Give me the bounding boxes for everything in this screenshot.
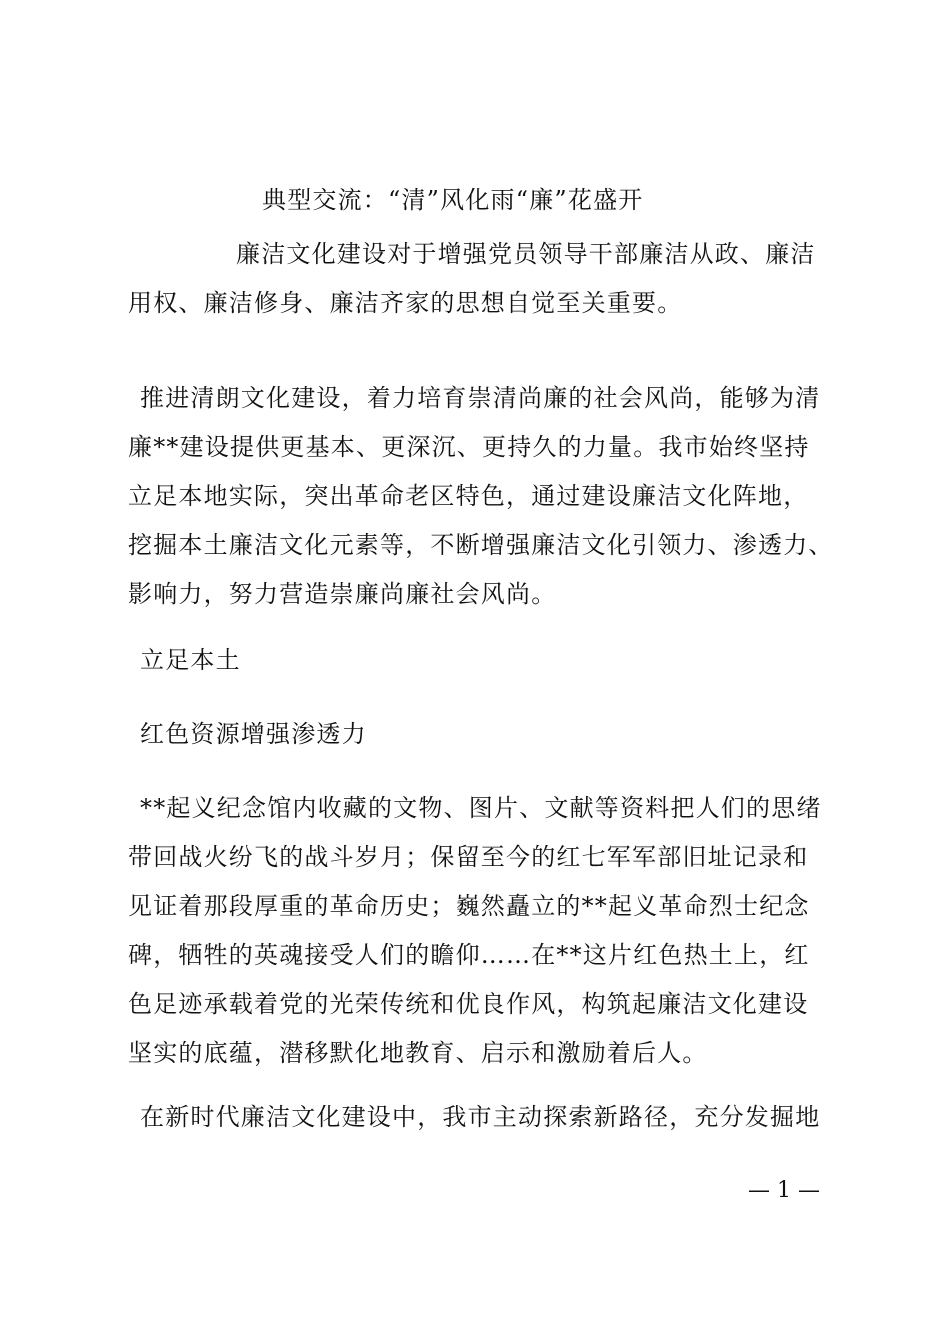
paragraph-1-line-5: 影响力，努力营造崇廉尚廉社会风尚。: [128, 580, 557, 608]
paragraph-2-line-6: 坚实的底蕴，潜移默化地教育、启示和激励着后人。: [128, 1039, 708, 1067]
document-title: 典型交流：“清”风化雨“廉”花盛开: [262, 186, 644, 214]
intro-line-1: 廉洁文化建设对于增强党员领导干部廉洁从政、廉洁: [236, 240, 816, 268]
paragraph-2-line-1: **起义纪念馆内收藏的文物、图片、文献等资料把人们的思绪: [140, 794, 822, 822]
paragraph-1-line-4: 挖掘本土廉洁文化元素等，不断增强廉洁文化引领力、渗透力、: [128, 531, 834, 559]
section-heading-1-text: 立足本土: [140, 646, 241, 674]
paragraph-3-line-1: 在新时代廉洁文化建设中，我市主动探索新路径，充分发掘地: [140, 1103, 821, 1131]
section-heading-1: [128, 636, 848, 685]
paragraph-2-line-3: 见证着那段厚重的革命历史；巍然矗立的**起义革命烈士纪念: [128, 892, 810, 920]
paragraph-1: [128, 374, 848, 619]
section-heading-2: [128, 710, 848, 759]
paragraph-2-line-4: 碑，牺牲的英魂接受人们的瞻仰……在**这片红色热土上，红: [128, 941, 810, 969]
paragraph-2-line-5: 色足迹承载着党的光荣传统和优良作风，构筑起廉洁文化建设: [128, 990, 809, 1018]
section-heading-2-text: 红色资源增强渗透力: [140, 720, 367, 748]
paragraph-2: [128, 784, 848, 1078]
page-number: — 1 —: [748, 1178, 820, 1203]
paragraph-3: [128, 1093, 848, 1142]
intro-paragraph: [128, 230, 848, 328]
paragraph-2-line-2: 带回战火纷飞的战斗岁月；保留至今的红七军军部旧址记录和: [128, 843, 809, 871]
paragraph-1-line-2: 廉**建设提供更基本、更深沉、更持久的力量。我市始终坚持: [128, 433, 810, 461]
paragraph-1-line-1: 推进清朗文化建设，着力培育崇清尚廉的社会风尚，能够为清: [140, 384, 821, 412]
intro-line-2: 用权、廉洁修身、廉洁齐家的思想自觉至关重要。: [128, 289, 683, 317]
paragraph-1-line-3: 立足本地实际，突出革命老区特色，通过建设廉洁文化阵地，: [128, 482, 809, 510]
